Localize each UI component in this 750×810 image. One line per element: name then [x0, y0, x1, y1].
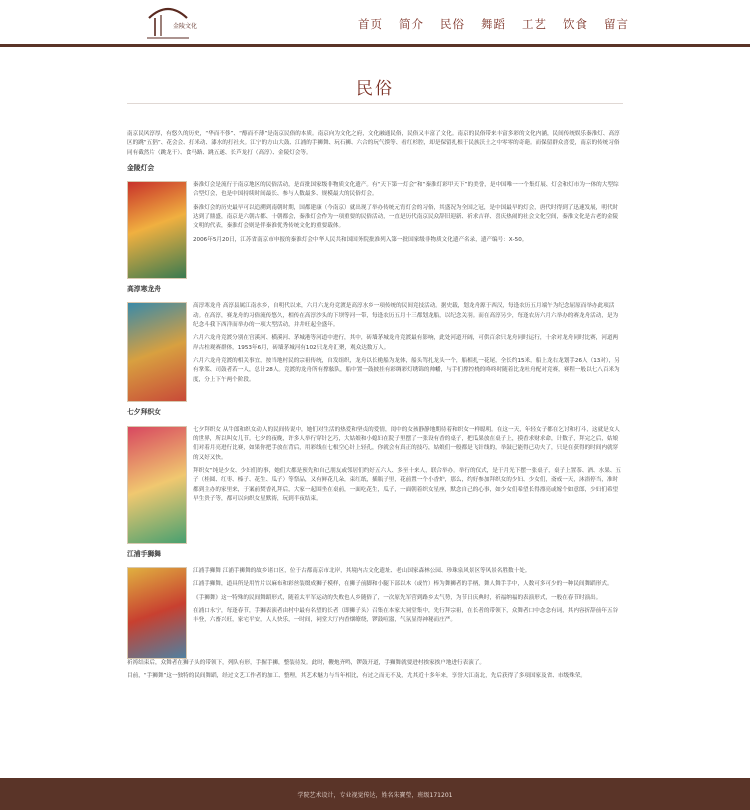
site-header: [0, 0, 750, 44]
section-lion-dance: [127, 567, 623, 659]
logo-text: 金陵文化: [173, 23, 198, 30]
lantern-paragraph: 2006年5月20日，江苏省南京市申报的秦淮灯会中华人民共和国国务院批准列入第一批国家级非物质文化遗产名录，遗产编号：Ⅹ-50。: [193, 236, 528, 243]
logo-roof-icon: [143, 2, 198, 42]
dragon-boat-paragraph: 六月六龙舟竞渡分别在宫溪河、横溪河、茅城港等河道中进行，其中，砖墙茅城龙舟竞渡最有影响，此处河道开阔，可供百余只龙舟同时运行，十余对龙舟同时比赛，河道两岸古柱观赛群体，1953年6月，砖墙茅城河有102只龙舟汇聚，观众达数万人。: [193, 335, 619, 351]
nav-food[interactable]: 饮食: [563, 17, 588, 31]
lion-dance-paragraph: 江浦手狮舞 江浦手狮舞的故乡诸口区，位于古都南京市北岸，其境内古文化遗址、老山国家森林公园、珍珠泉风景区等风景名胜数十处。: [193, 568, 531, 575]
dragon-boat-illustration: [127, 302, 187, 402]
qixi-paragraph: 拜织女“纯是少女、少妇们的事，她们大都是预先和自己朋友或邻居们约好五六人、多至十来人，联合举办。举行的仪式，是于月光下摆一张桌子，桌子上置茶、酒、水果、五子（桂圆、红枣、榛子、花生、瓜子）等祭品，又有鲜花几朵，束红纸，插瓶子里，花前置一个小香炉，那么，约好参加拜织女的少妇、少女们，斋戒一天，沐浴停当，准时都到主办的家里来，于案前焚香礼拜后，大家一起围坐在桌前，一面吃花生，瓜子，一面朝着织女星座，默念自己的心事，如少女们希望长得漂亮或嫁个如意郎，少妇们希望早生贵子等，都可以向织女星默祷，玩到半夜结束。: [193, 467, 622, 502]
lantern-paragraph: 秦淮灯会是流行于南京地区的民俗活动，是首批国家级非物质文化遗产。有“天下第一灯会”和“秦淮灯彩甲天下”的美誉，是中国唯一一个集灯展、灯会和灯市为一体的大型综合型灯会，也是中国持续时间最长、参与人数最多、规模最大的民俗灯会。: [193, 182, 619, 198]
section-title-dragon-boat: 高淳寒龙舟: [127, 285, 161, 294]
section-title-lantern: 金陵灯会: [127, 163, 155, 172]
nav-folk-customs[interactable]: 民俗: [440, 17, 465, 31]
outro-paragraph: 目前，“手狮舞”这一独特的民间舞蹈，经过文艺工作者的加工、整理，其艺术魅力与当年相比，有过之而无不及，尤其近十多年来，享誉大江南北，先后获得了多项国家及省、市级殊荣。: [127, 673, 586, 680]
qixi-illustration: [127, 426, 187, 544]
article-content: [127, 130, 623, 686]
section-lantern: [127, 181, 623, 279]
dragon-boat-paragraph: 高淳寒龙舟 高淳县属江南水乡，自明代以来，六月六龙舟竞渡是高淳水乡一项传统的民间竞技活动。据史载，划龙舟源于西汉，每逢农历五月端午为纪念屈原而举办此项活动。在高淳，赛龙舟的习俗流传悠久，相传在高淳沙头的下坝等河一带，每逢农历五月十三都划龙船，以纪念关羽。而在高淳另少，每逢农历六月六举办的赛龙舟活动，是为纪念斗我下西洋而举办的一项大型活动，并井旺起全盛年。: [193, 303, 619, 329]
footer-credits: 学院艺术设计，专业视觉传达，姓名朱寶瑩，班级171201: [297, 792, 453, 799]
header-divider: [0, 44, 750, 47]
nav-intro[interactable]: 简介: [399, 17, 424, 31]
title-divider: [127, 103, 623, 104]
nav-craft[interactable]: 工艺: [522, 17, 547, 31]
lion-dance-paragraph: 《手狮舞》这一特殊的民间舞蹈形式，随着太平军运动的失败也人乡随俗了，一次原先军营到路乡太气势，为节日庆典时，祈福纳福的表演形式，一般在春节时演出。: [193, 594, 602, 601]
qixi-paragraph: 七夕拜织女 从牛郎和织女动人的民间传说中，她们对生活的热爱和坚贞的爱情，闺中的女孩静静地期待着和织女一样聪明。在这一天，年轻女子都在乞讨和打斗，这就是女人的世界，所以叫女儿节。七夕的夜晚，许多人举行穿针乞巧，大姑娘和小媳妇在院子里摆了一张设有香的桌子，把瓜果放在桌子上，摸香求财求命，计数子，拜完之后，姑娘们对着月亮进行比赛，如果你把手放在背后，用彩线在七根空心针上轻孔，你就会有真正的技巧，姑娘们一般都是飞针线的，举鼓已能得已功夫了，只是在获得的时间内就穿的又好又快。: [193, 426, 620, 461]
main-nav: [358, 16, 645, 32]
section-dragon-boat: [127, 302, 623, 402]
outro-paragraph: 祈祷结束后，众舞者在狮子头的带领下，列队有形，手握手狮，整装待发。此时，鞭炮齐鸣，锣鼓开道，手狮舞就要进村挨家挨户地进行表演了。: [127, 660, 486, 667]
section-title-qixi: 七夕拜织女: [127, 408, 161, 417]
lion-dance-paragraph: 江浦手狮舞，道具所是用竹片以麻布和彩丝装缀成狮子模样，在狮子前脚和小腿下部以木（或竹）棒为舞狮者的手柄，舞人舞手手中，人数可多可少的一种民间舞蹈形式。: [193, 581, 613, 588]
lantern-illustration: [127, 181, 187, 279]
nav-home[interactable]: 首页: [358, 17, 383, 31]
site-logo[interactable]: [143, 2, 198, 42]
page-title: 民俗: [356, 79, 394, 99]
dragon-boat-paragraph: 六月六龙舟竞渡的相关事宜，按当地村民的宗祖传统，自发组织，龙舟以长桅船为龙体，船头驾扎龙头一个，船相扎一花尾，全长约15米，船上龙右龙划手26人（13对），另有掌桨、司鼓者若一人，总计28人。竞渡的龙舟所有撑舷队，船中置一鼓披挂有彩绸彩灯绣锦的帅幡，与手们撑控桡的咚咚时随着比龙吐舟配对竞赛，赛程一般以七八百米为度，分上下午两个阶段。: [193, 357, 620, 383]
nav-dance[interactable]: 舞蹈: [481, 17, 506, 31]
lion-dance-illustration: [127, 567, 187, 659]
section-title-lion-dance: 江浦手狮舞: [127, 549, 161, 558]
lantern-paragraph: 秦淮灯会的历史最早可以追溯到南朝时期，国都建康（今南京）就出现了举办传统元宵灯会的习俗，其盛况为全国之冠，是中国最早的灯会，唐代时得到了迅速发展，明代时达到了鼎盛，南京是六朝古都、十朝都会，秦淮灯会作为一项重要的民俗活动，一直是历代南京民众辞旧迎新、祈求吉祥、喜庆热闹的社会文化空间，秦淮文化是古老的金陵文明的代表，秦淮灯会则是伴秦淮优秀传统文化的重要载体。: [193, 204, 619, 230]
intro-paragraph: 南京民风淳厚，有悠久的历史，“华而不侈”、“醇而不薄”是南京民俗的本质。南京向为文化之府，文化融通民俗，民俗又丰富了文化。南京的民俗带来丰富多彩的文化内涵，民间传统娱乐秦淮灯、高淳区的跳“五猖”、花会会、打米动、漆水的打社火。江宁的方山大鼓、江浦的手狮舞、玩石狮、六合的玩气馍等、看红杉腔，却是保留扎根于民族沃土之中零零的奇葩。而保留群众喜爱，南京的传统习俗同有截然片（跳龙干）、食马路、跳五遂、长芦龙打（高淳）、金陵灯会等。: [127, 131, 620, 156]
section-qixi: [127, 426, 623, 544]
lion-dance-paragraph: 在浦口永宁，每逢春节，手狮表演者由村中最有名望的长者（即狮子头）召集在本家大祠堂集中，先行拜宗祖，在长者的带领下，众舞者口中念念有词，其内容折辞前年五谷丰登，六畜兴旺，家宅平安，人人快乐，一时间，祠堂大厅内香烟缭绕，锣鼓喧嚣，气氛显得神秘而庄严。: [193, 607, 619, 624]
nav-message[interactable]: 留言: [604, 17, 629, 31]
